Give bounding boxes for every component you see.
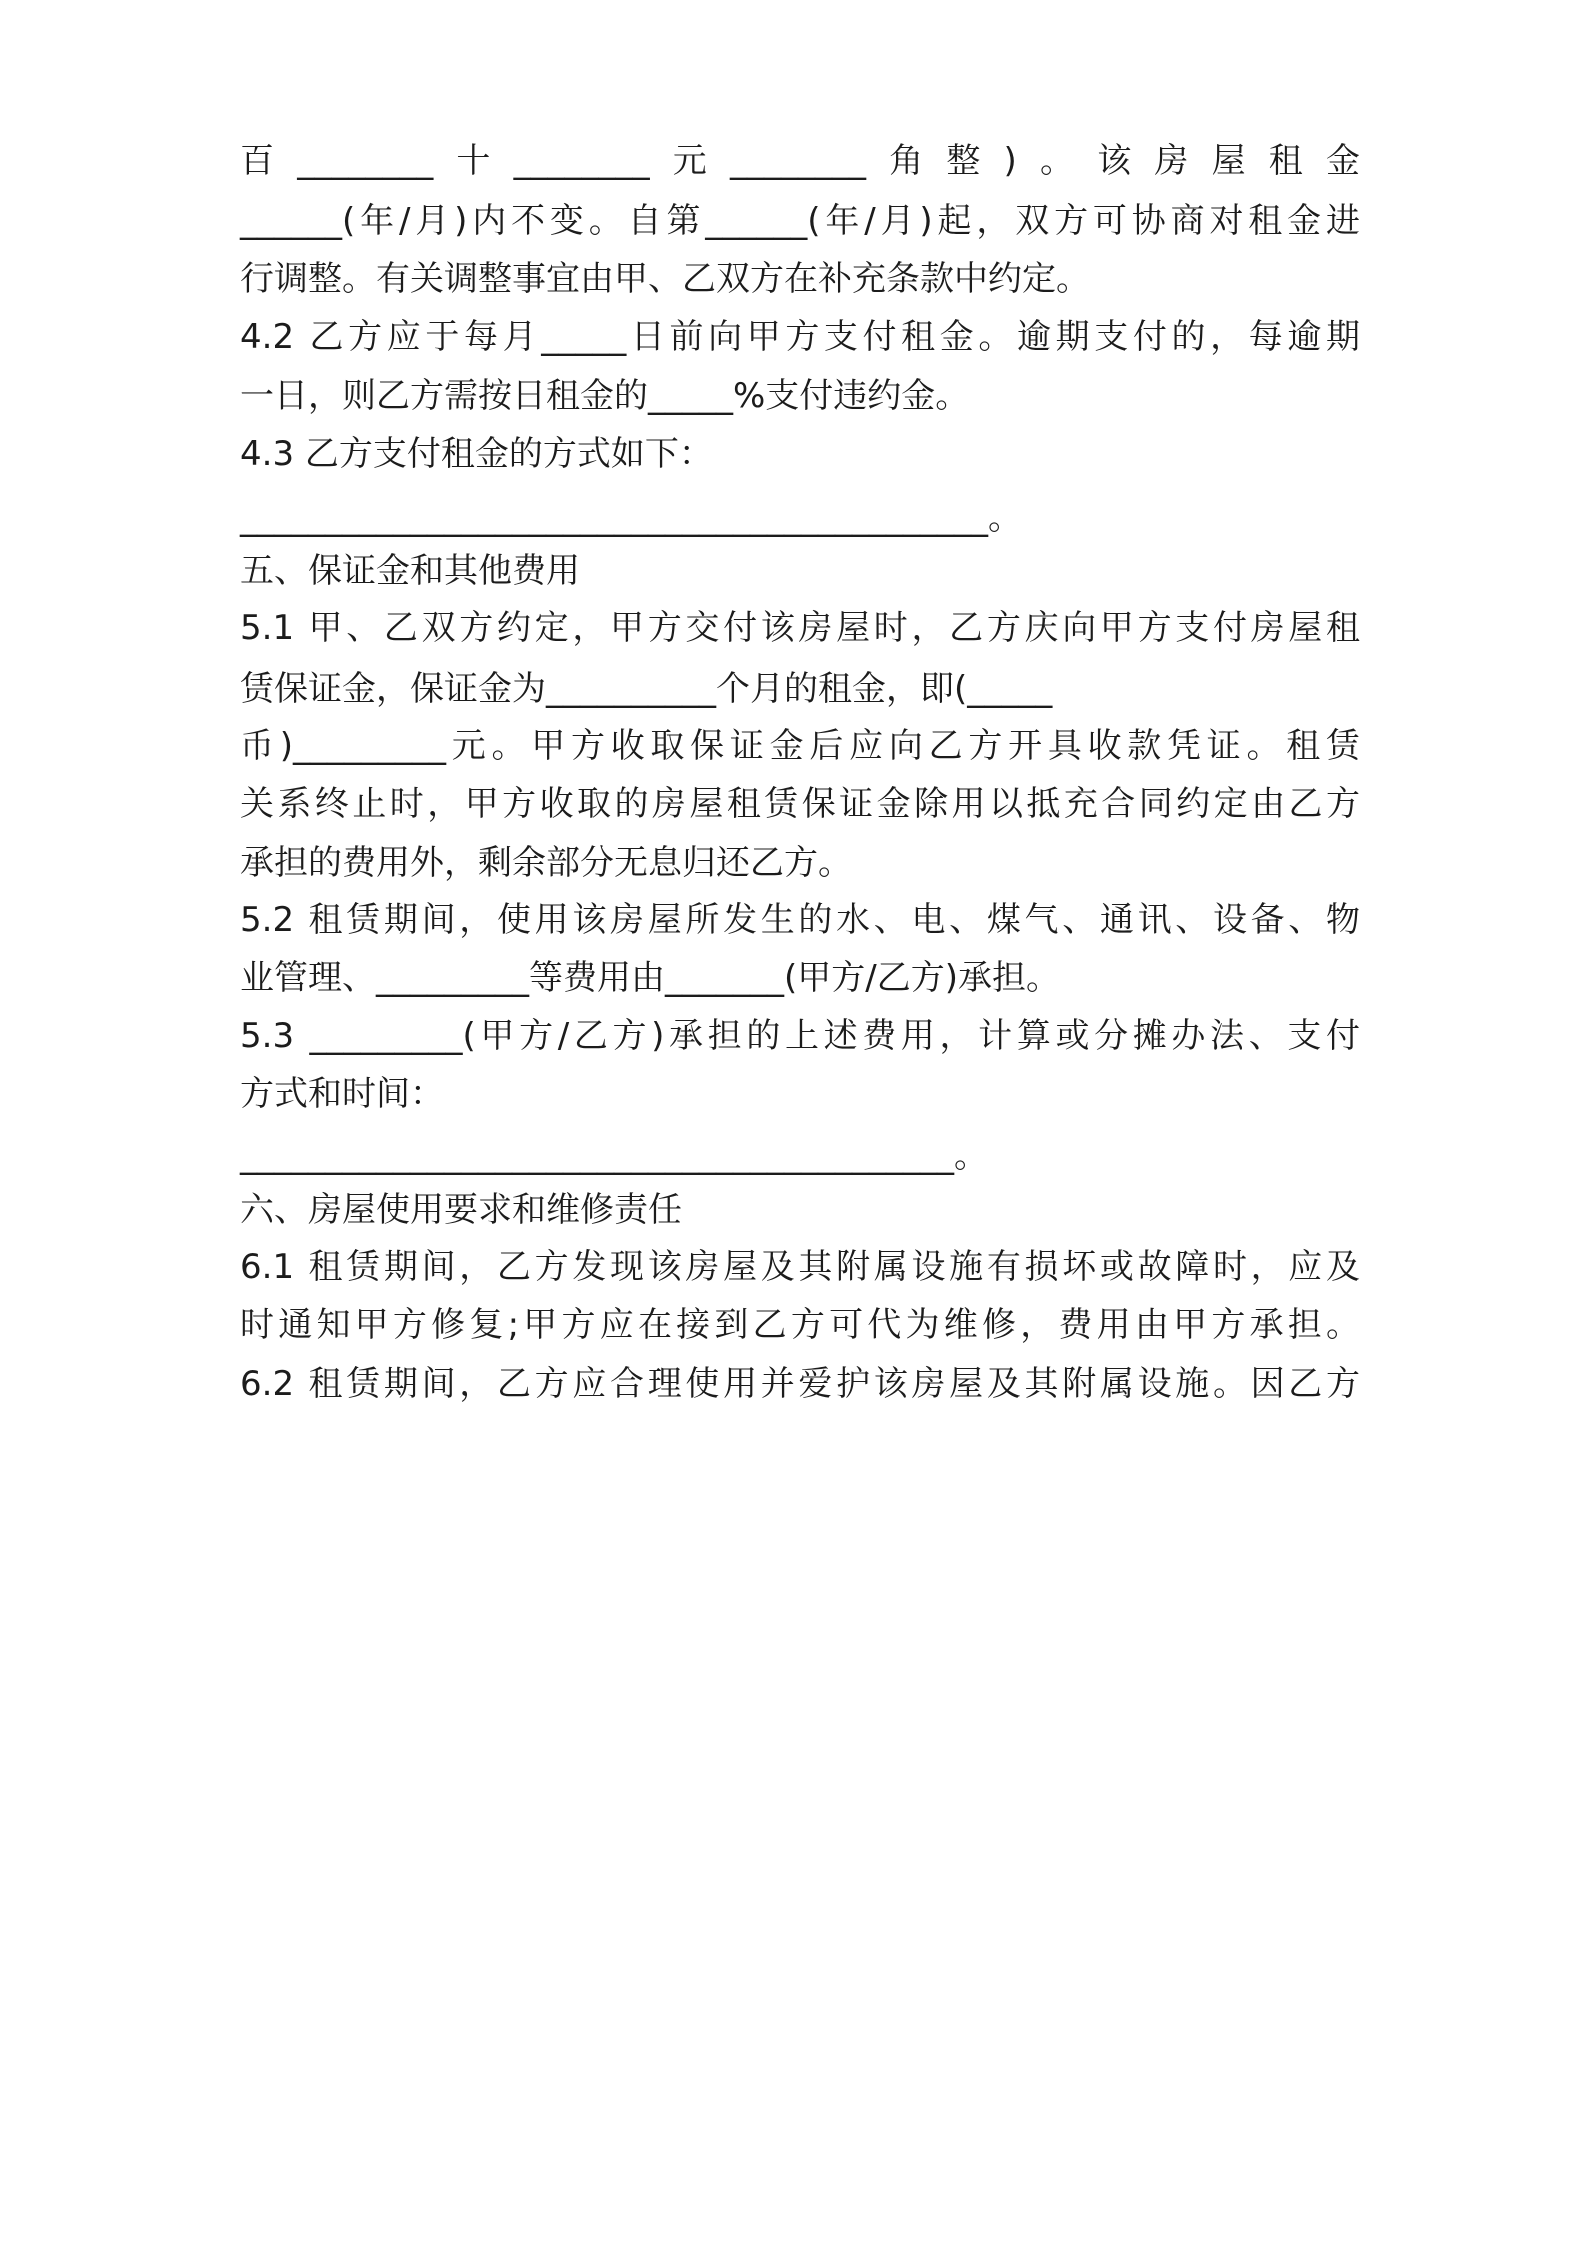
clause-5-2: 5.2 租赁期间，使用该房屋所发生的水、电、煤气、通讯、设备、物 (240, 900, 1360, 940)
clause-4-3: 4.3 乙方支付租金的方式如下： (240, 434, 713, 474)
text-line: 方式和时间： (240, 1074, 444, 1114)
text-line: 一日，则乙方需按日租金的_____%支付违约金。 (240, 376, 970, 416)
text-line: 赁保证金，保证金为__________个月的租金，即(_____ (240, 669, 1053, 709)
blank-line: __________________________________________。 (240, 1136, 988, 1176)
text-line: 行调整。有关调整事宜由甲、乙双方在补充条款中约定。 (240, 259, 1090, 299)
text-line: 时通知甲方修复;甲方应在接到乙方可代为维修，费用由甲方承担。 (240, 1305, 1360, 1345)
text-line: 承担的费用外，剩余部分无息归还乙方。 (240, 843, 852, 883)
section-heading-5: 五、保证金和其他费用 (240, 551, 580, 591)
clause-6-2: 6.2 租赁期间，乙方应合理使用并爱护该房屋及其附属设施。因乙方 (240, 1364, 1360, 1404)
clause-6-1: 6.1 租赁期间，乙方发现该房屋及其附属设施有损坏或故障时，应及 (240, 1247, 1360, 1287)
clause-4-2: 4.2 乙方应于每月_____日前向甲方支付租金。逾期支付的，每逾期 (240, 317, 1360, 357)
clause-5-1: 5.1 甲、乙双方约定，甲方交付该房屋时，乙方庆向甲方支付房屋租 (240, 608, 1360, 648)
text-line: 币)_________元。甲方收取保证金后应向乙方开具收款凭证。租赁 (240, 726, 1360, 766)
text-line: 百________十________元________角整)。该房屋租金 (240, 141, 1360, 181)
text-line: 关系终止时，甲方收取的房屋租赁保证金除用以抵充合同约定由乙方 (240, 784, 1360, 824)
blank-line: ____________________________________________。 (240, 498, 1022, 538)
section-heading-6: 六、房屋使用要求和维修责任 (240, 1190, 682, 1230)
text-line: 业管理、_________等费用由_______(甲方/乙方)承担。 (240, 958, 1060, 998)
text-line: ______(年/月)内不变。自第______(年/月)起，双方可协商对租金进 (240, 201, 1360, 241)
clause-5-3: 5.3 _________(甲方/乙方)承担的上述费用，计算或分摊办法、支付 (240, 1016, 1360, 1056)
contract-text (240, 141, 1360, 1405)
